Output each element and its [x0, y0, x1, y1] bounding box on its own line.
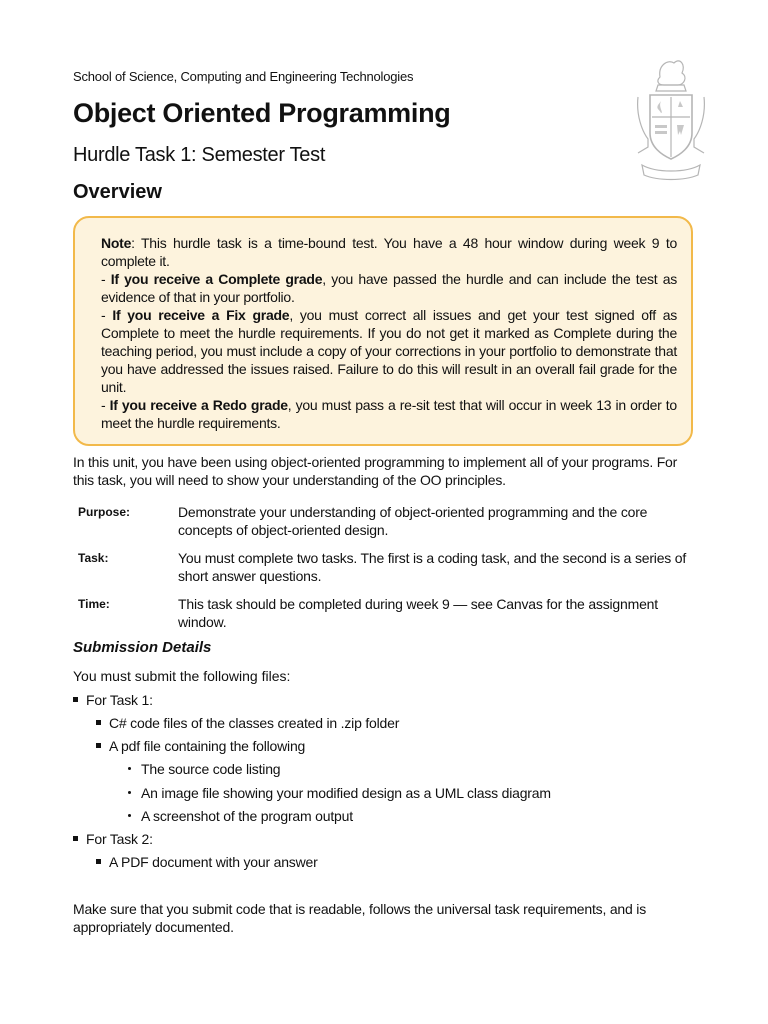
- bullet-dash: -: [101, 397, 110, 413]
- redo-grade-paragraph: [101, 396, 677, 432]
- university-crest-icon: [628, 55, 714, 185]
- fix-grade-text: , you must correct all issues and get your test signed off as Complete to meet the hurdle requirements. If you do not get it marked as Complete during the teaching period, you must include a copy of your corrections in your portfolio to demonstrate that you have addressed the issues raised. Failure to do this will result in an overall fail grade for the unit.: [101, 307, 678, 395]
- intro-paragraph: In this unit, you have been using object-oriented programming to implement all of your programs. For this task, you will need to show your understanding of the OO principles.: [73, 454, 678, 488]
- list-item-task-2: [73, 831, 153, 847]
- task-text: You must complete two tasks. The first is a coding task, and the second is a series of short answer questions.: [178, 550, 687, 584]
- complete-grade-text: , you have passed the hurdle and can include the test as evidence of that in your portfolio.: [101, 271, 677, 305]
- list-item: [128, 808, 353, 824]
- fix-grade-paragraph: [101, 306, 677, 396]
- list-item-label: The source code listing: [141, 761, 281, 777]
- square-bullet-icon: [96, 743, 101, 748]
- time-text: This task should be completed during week 9 — see Canvas for the assignment window.: [178, 596, 658, 630]
- task-label: Task:: [78, 551, 109, 565]
- square-bullet-icon: [96, 859, 101, 864]
- page-title: Object Oriented Programming: [73, 98, 451, 128]
- purpose-text: Demonstrate your understanding of object-oriented programming and the core concepts of object-oriented design.: [178, 504, 648, 538]
- note-box: [73, 216, 693, 446]
- list-item: [96, 715, 399, 731]
- list-item: [128, 761, 280, 777]
- complete-grade-paragraph: [101, 270, 677, 306]
- bullet-dash: -: [101, 307, 113, 323]
- dot-bullet-icon: [128, 767, 131, 770]
- note-paragraph: [101, 234, 677, 270]
- note-text: : This hurdle task is a time-bound test. You have a 48 hour window during week 9 to complete it.: [101, 235, 677, 269]
- submission-details-heading: Submission Details: [73, 639, 212, 656]
- closing-paragraph: Make sure that you submit code that is readable, follows the universal task requirements, and is appropriately documented.: [73, 901, 646, 935]
- square-bullet-icon: [96, 720, 101, 725]
- time-label: Time:: [78, 597, 110, 611]
- list-item-label: C# code files of the classes created in .zip folder: [109, 715, 400, 731]
- complete-grade-label: If you receive a Complete grade: [110, 271, 323, 287]
- school-name: School of Science, Computing and Engineering Technologies: [73, 69, 414, 84]
- dot-bullet-icon: [128, 814, 131, 817]
- redo-grade-label: If you receive a Redo grade: [109, 397, 288, 413]
- redo-grade-text: , you must pass a re-sit test that will occur in week 13 in order to meet the hurdle requirements.: [101, 397, 677, 431]
- list-item-label: A pdf file containing the following: [109, 738, 306, 754]
- page-subtitle: Hurdle Task 1: Semester Test: [73, 144, 326, 166]
- list-item-label: A screenshot of the program output: [141, 808, 353, 824]
- list-item: [96, 738, 305, 754]
- submission-intro: You must submit the following files:: [73, 668, 291, 684]
- section-heading-overview: Overview: [73, 181, 162, 203]
- list-item-label: For Task 1:: [86, 692, 153, 708]
- bullet-dash: -: [101, 271, 111, 287]
- purpose-label: Purpose:: [78, 505, 131, 519]
- list-item-label: A PDF document with your answer: [109, 854, 318, 870]
- square-bullet-icon: [73, 697, 78, 702]
- list-item-task-1: [73, 692, 153, 708]
- note-label: Note: [101, 235, 132, 251]
- fix-grade-label: If you receive a Fix grade: [112, 307, 290, 323]
- dot-bullet-icon: [128, 791, 131, 794]
- square-bullet-icon: [73, 836, 78, 841]
- list-item-label: For Task 2:: [86, 831, 153, 847]
- list-item: [96, 854, 318, 870]
- list-item-label: An image file showing your modified design as a UML class diagram: [141, 785, 551, 801]
- list-item: [128, 785, 551, 801]
